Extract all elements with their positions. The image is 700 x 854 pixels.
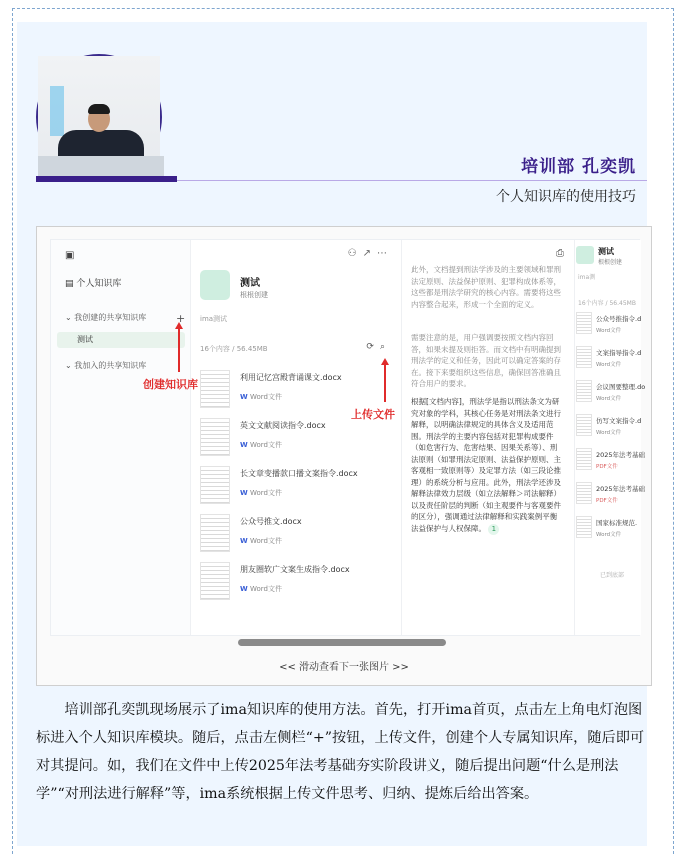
horizontal-scrollbar[interactable] [238,639,446,646]
sidebar-group-joined[interactable]: ⌄ 我加入的共享知识库 [65,361,147,370]
sidebar [51,240,191,635]
ima-app-window [50,239,646,636]
list-item[interactable]: 2025年法考基础 PDF文件 [576,482,641,516]
list-item[interactable]: 朋友圈软广文案生成指令.docx W Word文件 [200,560,396,604]
answer-thinking-2: 需要注意的是，用户强调要按照文档内容回答，如果未提及则拒答。而文档中有明确提到刑法学的定义和任务，因此可以确定答案的存在。接下来要组织这些信息，确保回答准确且符合用户的要求。 [411,333,561,388]
list-item[interactable]: 国家标准规范. Word文件 [576,516,641,550]
article-paragraph: 培训部孔奕凯现场展示了ima知识库的使用方法。首先，打开ima首页，点击左上角电灯泡图标进入个人知识库模块。随后，点击左侧栏“+”按钮，上传文件，创建个人专属知识库，随后即可对其提问。如，我们在文件中上传2025年法考基础夯实阶段讲义，随后提出问题“什么是刑法学”“对刑法进行解释”等，ima系统根据上传文件思考、归纳、提炼后给出答案。 [36,702,645,802]
answer-panel [403,240,575,635]
list-item[interactable]: 英文文献阅读指令.docx W Word文件 [200,416,396,460]
kb-file-list-secondary: 测试 根根创建 ima测 16个内容 / 56.45MB 公众号推指令.d Word文件 文案指导指令.d Word文件 会议图要整理.do Word文件 仿写文案指令.d Word文件 2025年法考基础 PDF文件 2025年法考基础 PDF文件 国家标准规范. Word文件 已到底部 [576,240,641,635]
add-kb-icon[interactable]: + [176,312,186,325]
kb-count: 16个内容 / 56.45MB [200,345,268,353]
list-item[interactable]: 公众号推指令.d Word文件 [576,312,641,346]
answer-text: 根据[文档内容]，刑法学是指以刑法条文为研究对象的学科，其核心任务是对刑法条文进行解释，以明确法律规定的具体含义及适用范围。刑法学的主要内容包括对犯罪构成要件（如危害行为、危害结果、因果关系等）、刑法原则（如罪刑法定原则、法益保护原则、主客观相一致原则等）及定罪方法（如三段论推理）的系统分析与应用。此外，刑法学还涉及解释法律效力层级（如立法解释＞司法解释）以及责任阶层的判断（如主观要件与客观要件的区分），强调通过法律解释和实践案例平衡法益保护与人权保障。 1 [411,397,561,533]
list-item[interactable]: 利用记忆宫殿背诵课文.docx W Word文件 [200,368,396,412]
word-icon: W [240,393,248,401]
annotation-arrow-upload [384,364,386,402]
doc-thumbnail [200,370,230,408]
list-item[interactable]: 长文章变播款口播文案指令.docx W Word文件 [200,464,396,508]
swipe-hint: << 滑动查看下一张图片 >> [279,662,409,673]
sidebar-toggle-icon[interactable]: ▣ [65,250,75,261]
list-item[interactable]: 2025年法考基础 PDF文件 [576,448,641,482]
word-icon: W [240,441,248,449]
citation-badge[interactable]: 1 [488,524,499,535]
print-icon[interactable]: ⎙ [556,248,564,259]
word-icon: W [240,537,248,545]
doc-thumbnail [200,514,230,552]
kb-name: 测试 [240,278,260,289]
speaker-name: 培训部 孔奕凯 [521,157,636,177]
accent-bar [36,176,177,182]
kb-icon [200,270,230,300]
avatar [36,54,162,180]
kb-toolbar-icons[interactable]: ⚇↗⋯ [347,248,393,259]
doc-thumbnail [200,562,230,600]
kb-tag: ima测试 [200,315,228,323]
list-item[interactable]: 文案指导指令.d Word文件 [576,346,641,380]
list-item[interactable]: 会议图要整理.do Word文件 [576,380,641,414]
answer-thinking-1: 此外，文档提到刑法学涉及的主要领域和罪刑法定原则、法益保护原则、犯罪构成体系等，这些都是刑法学研究的核心内容。需要将这些内容整合起来，形成一个全面的定义。 [411,265,561,309]
sidebar-item-personal-kb[interactable]: ▤ 个人知识库 [65,279,122,289]
doc-thumbnail [200,418,230,456]
kb-owner: 根根创建 [240,291,268,299]
upload-search-icons[interactable]: ⟳⌕ [366,342,391,352]
divider [177,180,647,181]
sidebar-item-test[interactable]: 测试 [57,332,185,348]
list-item[interactable]: 公众号推文.docx W Word文件 [200,512,396,556]
list-item[interactable]: 仿写文案指令.d Word文件 [576,414,641,448]
annotation-arrow-create [178,328,180,372]
screenshot-card [36,226,652,686]
word-icon: W [240,585,248,593]
word-icon: W [240,489,248,497]
kb-icon [576,246,594,264]
kb-file-list [192,240,402,635]
sidebar-group-created[interactable]: ⌄ 我创建的共享知识库 [65,313,147,322]
annotation-create-kb: 创建知识库 [143,378,198,391]
article-subtitle: 个人知识库的使用技巧 [496,189,636,205]
doc-thumbnail [200,466,230,504]
annotation-upload: 上传文件 [351,408,395,421]
